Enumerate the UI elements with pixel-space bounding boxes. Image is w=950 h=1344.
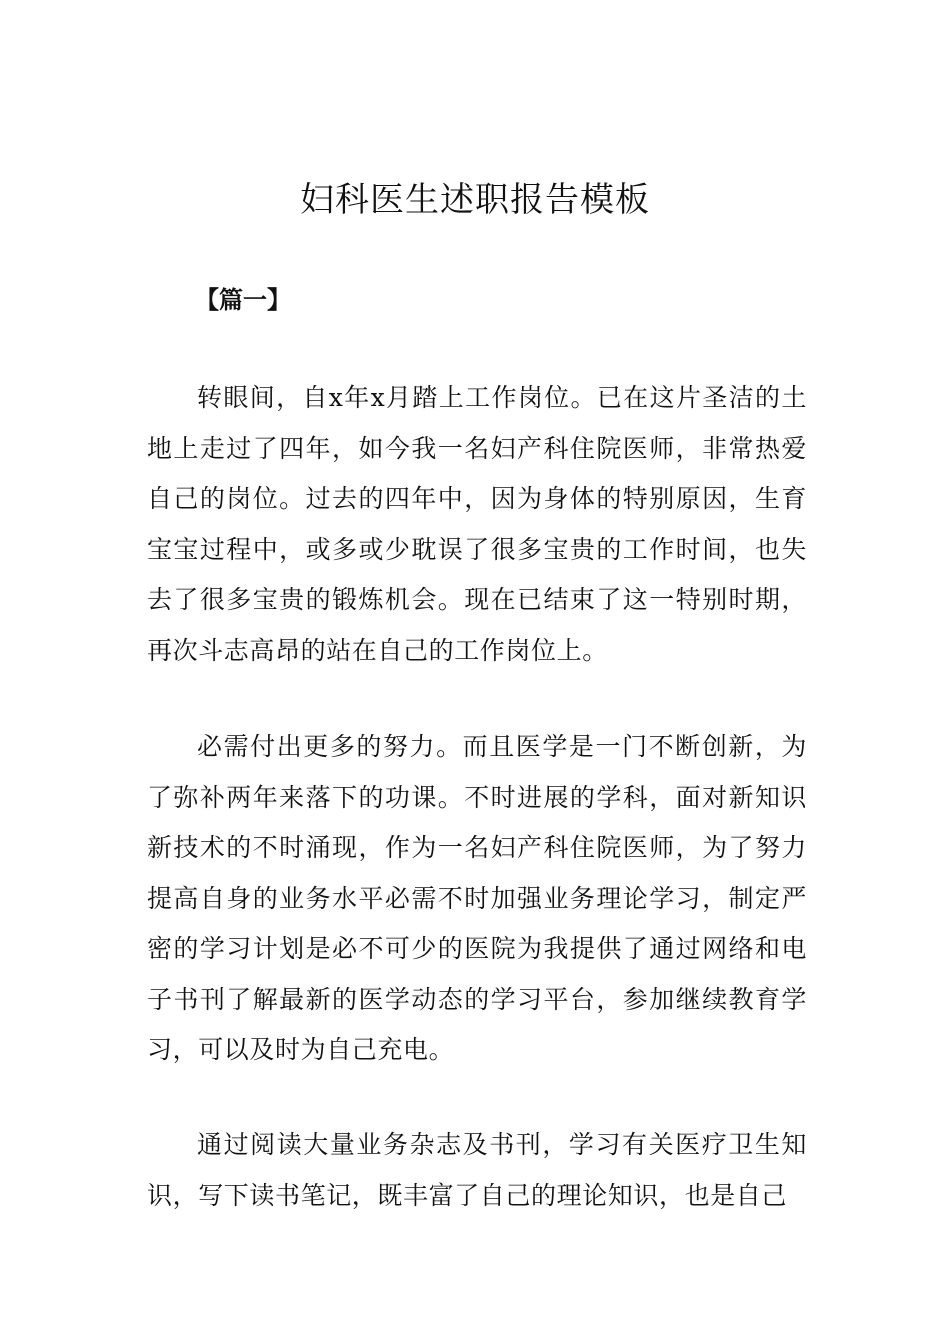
section-label: 【篇一】 <box>195 286 291 314</box>
body-paragraph: 必需付出更多的努力。而且医学是一门不断创新，为了弥补两年来落下的功课。不时进展的学科，面对新知识新技术的不时涌现，作为一名妇产科住院医师，为了努力提高自身的业务水平必需不时加强业务理论学习，制定严密的学习计划是必不可少的医院为我提供了通过网络和电子书刊了解最新的医学动态的学习平台，参加继续教育学习，可以及时为自己充电。 <box>147 732 807 1064</box>
document-title: 妇科医生述职报告模板 <box>300 180 650 220</box>
body-paragraph: 转眼间，自x年x月踏上工作岗位。已在这片圣洁的土地上走过了四年，如今我一名妇产科住院医师，非常热爱自己的岗位。过去的四年中，因为身体的特别原因，生育宝宝过程中，或多或少耽误了很多宝贵的工作时间，也失去了很多宝贵的锻炼机会。现在已结束了这一特别时期，再次斗志高昂的站在自己的工作岗位上。 <box>147 383 807 665</box>
body-paragraph: 通过阅读大量业务杂志及书刊，学习有关医疗卫生知识，写下读书笔记，既丰富了自己的理论知识，也是自己 <box>147 1130 807 1210</box>
